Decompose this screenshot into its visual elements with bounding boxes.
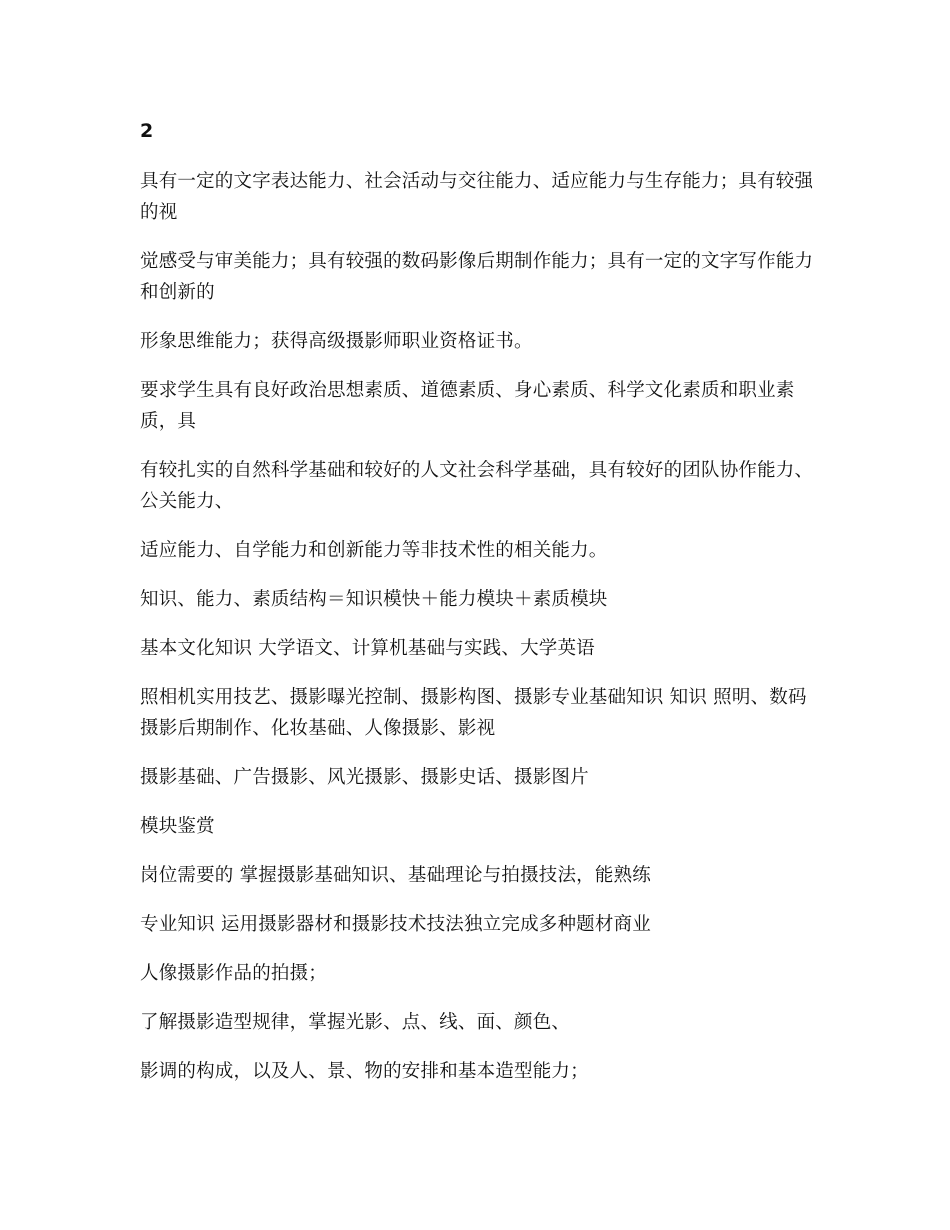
paragraph: 形象思维能力；获得高级摄影师职业资格证书。 — [140, 331, 533, 352]
paragraph: 岗位需要的 掌握摄影基础知识、基础理论与拍摄技法，能熟练 — [140, 865, 651, 886]
paragraph: 具有一定的文字表达能力、社会活动与交往能力、适应能力与生存能力；具有较强的视 — [140, 171, 814, 223]
paragraph: 有较扎实的自然科学基础和较好的人文社会科学基础，具有较好的团队协作能力、公关能力、 — [140, 460, 814, 512]
paragraph: 摄影基础、广告摄影、风光摄影、摄影史话、摄影图片 — [140, 767, 589, 788]
page-number: 2 — [140, 120, 154, 142]
paragraph: 了解摄影造型规律，掌握光影、点、线、面、颜色、 — [140, 1012, 571, 1033]
paragraph: 要求学生具有良好政治思想素质、道德素质、身心素质、科学文化素质和职业素质，具 — [140, 380, 795, 432]
document-body — [140, 166, 820, 1105]
paragraph: 人像摄影作品的拍摄； — [140, 963, 328, 984]
paragraph: 专业知识 运用摄影器材和摄影技术技法独立完成多种题材商业 — [140, 914, 651, 935]
paragraph: 知识、能力、素质结构＝知识模快＋能力模块＋素质模块 — [140, 589, 608, 610]
paragraph: 适应能力、自学能力和创新能力等非技术性的相关能力。 — [140, 540, 608, 561]
paragraph: 觉感受与审美能力；具有较强的数码影像后期制作能力；具有一定的文字写作能力和创新的 — [140, 251, 814, 303]
paragraph: 照相机实用技艺、摄影曝光控制、摄影构图、摄影专业基础知识 知识 照明、数码摄影后期制作、化妆基础、人像摄影、影视 — [140, 687, 807, 739]
paragraph: 影调的构成，以及人、景、物的安排和基本造型能力； — [140, 1061, 589, 1082]
paragraph: 模块鉴赏 — [140, 816, 215, 837]
paragraph: 基本文化知识 大学语文、计算机基础与实践、大学英语 — [140, 638, 595, 659]
